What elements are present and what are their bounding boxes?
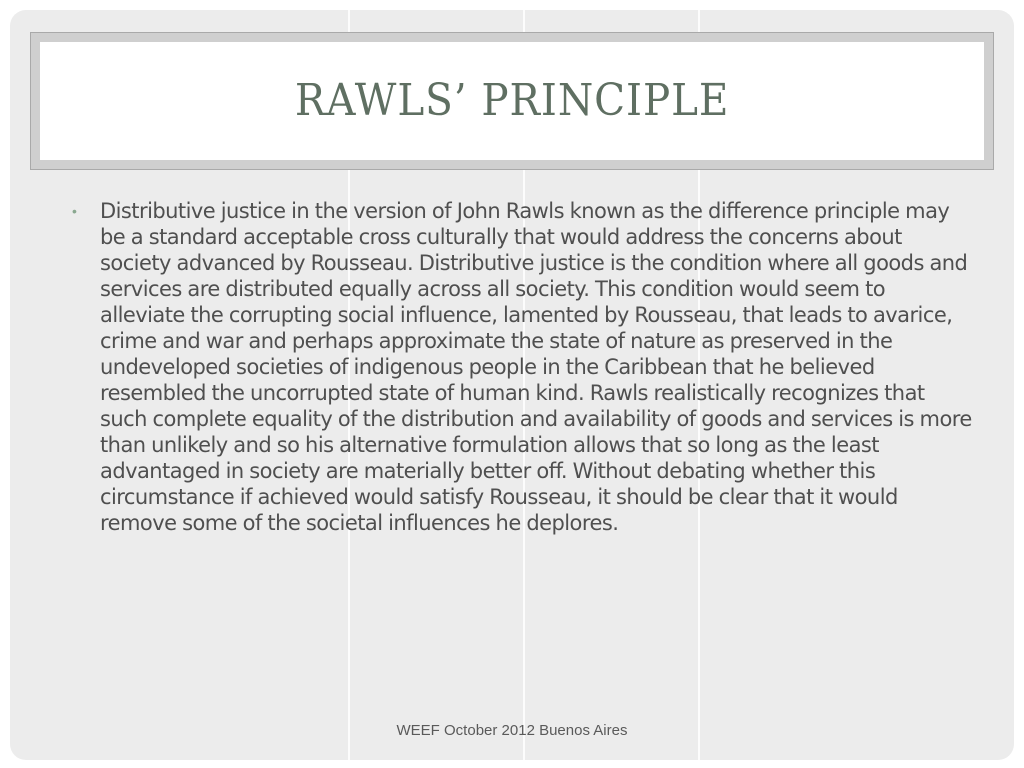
- slide-body: [72, 198, 972, 536]
- slide: [10, 10, 1014, 760]
- slide-footer: WEEF October 2012 Buenos Aires: [396, 722, 628, 739]
- title-box: [40, 42, 984, 160]
- bullet-icon: •: [72, 203, 77, 219]
- slide-title: RAWLS’ PRINCIPLE: [294, 75, 730, 126]
- bullet-paragraph: Distributive justice in the version of John Rawls known as the difference principle may be a standard acceptable cross culturally that would address the concerns about society advanced by Rousseau. Distributive justice is the condition where all goods and services are distributed equally across all society. This condition would seem to alleviate the corrupting social influence, lamented by Rousseau, that leads to avarice, crime and war and perhaps approximate the state of nature as preserved in the undeveloped societies of indigenous people in the Caribbean that he believed resembled the uncorrupted state of human kind. Rawls realistically recognizes that such complete equality of the distribution and availability of goods and services is more than unlikely and so his alternative formulation allows that so long as the least advantaged in society are materially better off. Without debating whether this circumstance if achieved would satisfy Rousseau, it should be clear that it would remove some of the societal influences he deplores.: [100, 199, 972, 535]
- title-frame: [30, 32, 994, 170]
